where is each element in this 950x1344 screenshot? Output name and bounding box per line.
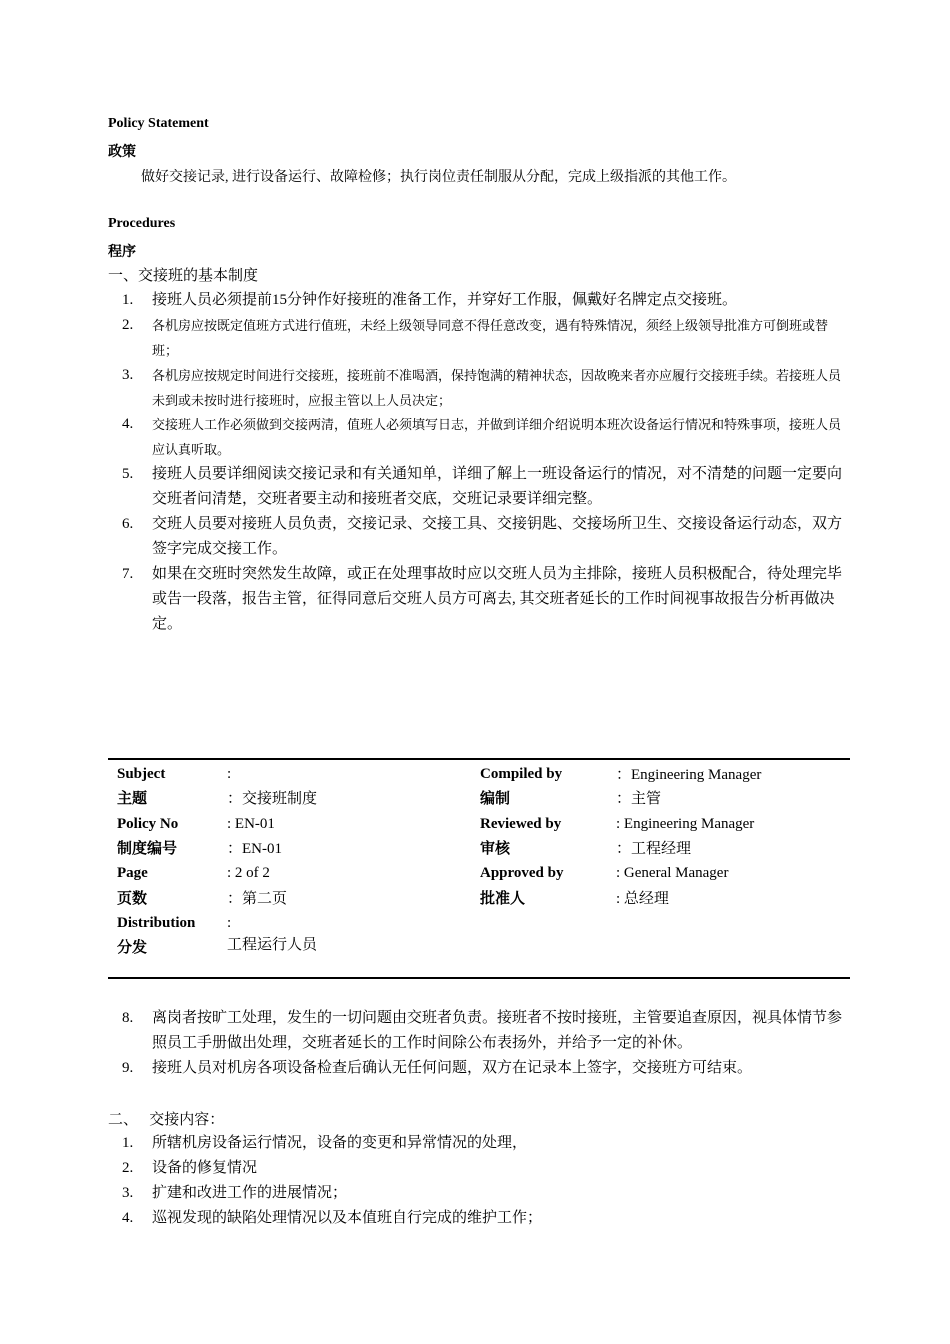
distribution-value: : (227, 915, 232, 931)
policy-heading-zh: 政策 (108, 145, 136, 160)
list-item-text: 各机房应按既定值班方式进行值班，未经上级领导同意不得任意改变，遇有特殊情况，须经上级领导批准方可倒班或替班； (152, 318, 829, 358)
meta-top-rule (108, 758, 850, 760)
list-item-text: 接班人员要详细阅读交接记录和有关通知单，详细了解上一班设备运行的情况，对不清楚的问题一定要向交班者问清楚，交班者要主动和接班者交底，交班记录要详细完整。 (152, 466, 843, 507)
list-item-text: 交班人员要对接班人员负责，交接记录、交接工具、交接钥匙、交接场所卫生、交接设备运行动态，双方签字完成交接工作。 (152, 516, 843, 557)
meta-bottom-rule (108, 977, 850, 979)
list-item-text: 设备的修复情况 (152, 1160, 258, 1176)
list-item-text: 巡视发现的缺陷处理情况以及本值班自行完成的维护工作； (152, 1210, 543, 1226)
list-item-number: 1. (122, 292, 134, 308)
distribution-zh-label: 分发 (117, 940, 148, 956)
policy-heading-en: Policy Statement (108, 116, 209, 131)
list-item-number: 5. (122, 466, 134, 482)
list-item-text: 如果在交班时突然发生故障，或正在处理事故时应以交班人员为主排除，接班人员积极配合，待处理完毕或告一段落，报告主管，征得同意后交班人员方可离去, 其交班者延长的工作时间视事故报告分析再做决定。 (152, 566, 843, 632)
compiled-zh-value: ：主管 (616, 791, 662, 807)
list-item-text: 接班人员必须提前15分钟作好接班的准备工作，并穿好工作服，佩戴好名牌定点交接班。 (152, 292, 738, 308)
list-item-text: 所辖机房设备运行情况，设备的变更和异常情况的处理， (152, 1135, 528, 1151)
list-item-number: 2. (122, 1160, 134, 1176)
page-zh-label: 页数 (117, 891, 148, 907)
page-value: : 2 of 2 (227, 865, 270, 881)
list-item-text: 接班人员对机房各项设备检查后确认无任何问题，双方在记录本上签字，交接班方可结束。 (152, 1060, 753, 1076)
list-item-number: 2. (122, 317, 134, 333)
list-item-number: 4. (122, 1210, 134, 1226)
list-item-text: 离岗者按旷工处理，发生的一切问题由交班者负责。接班者不按时接班，主管要追查原因，视具体情节参照员工手册做出处理，交班者延长的工作时间除公布表扬外，并给予一定的补休。 (152, 1010, 843, 1051)
reviewed-value: : Engineering Manager (616, 816, 755, 832)
list-item-number: 9. (122, 1060, 134, 1076)
distribution-zh-value: 工程运行人员 (227, 937, 318, 953)
page-zh-value: ：第二页 (227, 891, 288, 907)
procedures-heading-en: Procedures (108, 216, 176, 231)
list-item-number: 3. (122, 1185, 134, 1201)
page-label: Page (117, 865, 148, 881)
approved-label: Approved by (480, 865, 564, 881)
compiled-value: ：Engineering Manager (616, 767, 762, 783)
policy-no-label: Policy No (117, 816, 179, 832)
list-item-number: 6. (122, 516, 134, 532)
list-item-number: 1. (122, 1135, 134, 1151)
reviewed-zh-value: ：工程经理 (616, 841, 692, 857)
policy-no-value: : EN-01 (227, 816, 275, 832)
compiled-zh-label: 编制 (480, 791, 511, 807)
reviewed-label: Reviewed by (480, 816, 562, 832)
compiled-label: Compiled by (480, 766, 563, 782)
section1-title: 一、交接班的基本制度 (108, 268, 259, 284)
list-item-text: 交接班人工作必须做到交接两清，值班人必须填写日志，并做到详细介绍说明本班次设备运行情况和特殊事项，接班人员应认真听取。 (152, 417, 842, 457)
list-item-text: 扩建和改进工作的进展情况； (152, 1185, 348, 1201)
approved-zh-label: 批准人 (480, 891, 526, 907)
procedures-heading-zh: 程序 (108, 245, 136, 260)
approved-value: : General Manager (616, 865, 729, 881)
list-item-number: 4. (122, 416, 134, 432)
subject-label: Subject (117, 766, 166, 782)
subject-zh-label: 主题 (117, 791, 148, 807)
list-item-number: 8. (122, 1010, 134, 1026)
policy-text: 做好交接记录, 进行设备运行、故障检修；执行岗位责任制服从分配，完成上级指派的其他工作。 (141, 170, 736, 185)
reviewed-zh-label: 审核 (480, 841, 511, 857)
distribution-label: Distribution (117, 915, 196, 931)
policy-no-zh-label: 制度编号 (117, 841, 178, 857)
approved-zh-value: : 总经理 (616, 891, 669, 907)
list-item-number: 3. (122, 367, 134, 383)
list-item-text: 各机房应按规定时间进行交接班，接班前不准喝酒，保持饱满的精神状态，因故晚来者亦应履行交接班手续。若接班人员未到或未按时进行接班时，应报主管以上人员决定； (152, 368, 842, 408)
list-item-number: 7. (122, 566, 134, 582)
subject-zh-value: ：交接班制度 (227, 791, 318, 807)
policy-no-zh-value: ：EN-01 (227, 841, 282, 857)
section2-title: 二、 交接内容： (108, 1112, 225, 1128)
subject-value: : (227, 766, 232, 782)
